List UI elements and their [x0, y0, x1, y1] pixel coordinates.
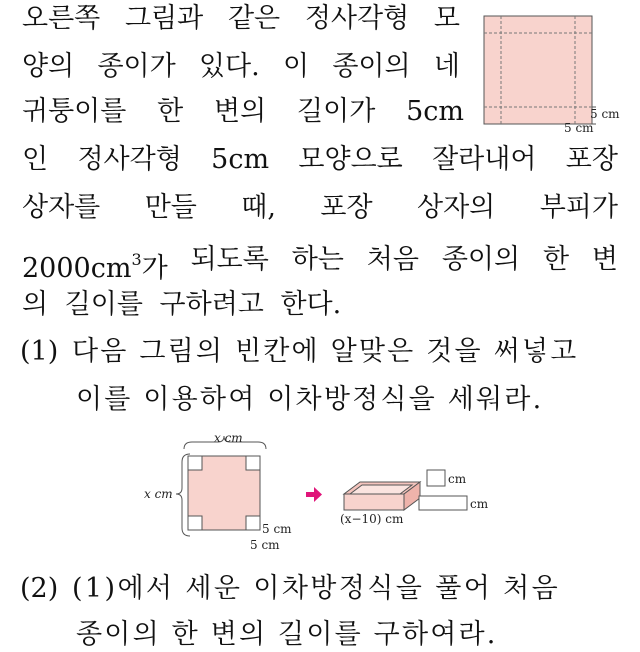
- paper-square: [484, 16, 592, 124]
- word: 만들: [144, 192, 197, 223]
- arrow-icon: [306, 487, 322, 502]
- word: 한다.: [280, 289, 342, 320]
- problem-line-4: [22, 143, 618, 177]
- word: 5cm: [406, 96, 464, 127]
- question2-line1: (1)에서 세운 이차방정식을 풀어 처음: [72, 573, 561, 604]
- word: 모양으로: [298, 144, 403, 175]
- word: 그림과: [124, 3, 204, 34]
- word: 부피가: [539, 192, 618, 223]
- word: 처음: [366, 244, 419, 275]
- question1-line2: 이를 이용하여 이차방정식을 세워라.: [76, 384, 544, 415]
- blank-box-2[interactable]: [419, 496, 467, 510]
- word: 종이의: [332, 51, 411, 82]
- word: 포장: [320, 192, 373, 223]
- word: 때,: [241, 192, 276, 223]
- problem-line-6: [22, 243, 618, 286]
- word: 오른쪽: [22, 3, 101, 34]
- unit-text: 2000cm: [22, 253, 132, 284]
- blank-box-1[interactable]: [427, 470, 445, 486]
- label-side: 5 cm: [590, 107, 620, 121]
- word: 길이가: [297, 96, 376, 127]
- box-bottom-label: (x−10) cm: [340, 512, 404, 526]
- problem-line-2: [22, 50, 460, 84]
- word: 구하려고: [159, 289, 264, 320]
- top-label: x cm: [214, 432, 243, 445]
- word: 하는: [291, 244, 344, 275]
- problem-line-7: [22, 288, 341, 322]
- word: 변: [591, 244, 618, 275]
- word: 상자를: [22, 192, 101, 223]
- word: 귀퉁이를: [22, 96, 127, 127]
- word: 포장: [565, 144, 618, 175]
- label-bottom: 5 cm: [564, 121, 594, 135]
- word: 정사각형: [77, 144, 182, 175]
- word: 되도록: [190, 244, 269, 275]
- word: 모: [433, 3, 460, 34]
- word: 종이가: [97, 51, 176, 82]
- superscript: 3: [131, 250, 142, 269]
- word-volume: [22, 243, 168, 286]
- blank1-unit: cm: [448, 472, 467, 486]
- word: 네: [433, 51, 460, 82]
- question2-line2: 종이의 한 변의 길이를 구하여라.: [76, 619, 498, 650]
- word: 양의: [22, 51, 75, 82]
- word: 인: [22, 144, 49, 175]
- word: 종이의: [441, 244, 521, 275]
- problem-line-3: [22, 95, 464, 129]
- word: 변의: [214, 96, 267, 127]
- particle: 가: [141, 253, 168, 284]
- word: 길이를: [64, 289, 143, 320]
- question2-number: (2): [20, 573, 59, 604]
- problem-line-5: [22, 191, 618, 225]
- word: 한: [157, 96, 184, 127]
- word: 잘라내어: [432, 144, 537, 175]
- problem-line-1: [22, 2, 460, 36]
- word: 정사각형: [304, 3, 410, 34]
- box-3d: [344, 482, 420, 510]
- word: 이: [282, 51, 310, 82]
- left-label: x cm: [144, 487, 173, 501]
- word: 있다.: [198, 51, 260, 82]
- net-shape: [188, 456, 260, 530]
- cut-bottom-label: 5 cm: [250, 538, 280, 552]
- word: 5cm: [211, 144, 270, 175]
- word: 상자의: [417, 192, 496, 223]
- net-and-box-figure: [140, 432, 510, 557]
- word: 같은: [227, 3, 281, 34]
- paper-figure: [478, 12, 628, 136]
- question1-number: (1): [20, 336, 59, 367]
- word: 한: [542, 244, 570, 275]
- word: 의: [22, 289, 49, 320]
- question1-line1: 다음 그림의 빈칸에 알맞은 것을 써넣고: [72, 336, 579, 367]
- cut-side-label: 5 cm: [262, 522, 292, 536]
- blank2-unit: cm: [470, 497, 489, 511]
